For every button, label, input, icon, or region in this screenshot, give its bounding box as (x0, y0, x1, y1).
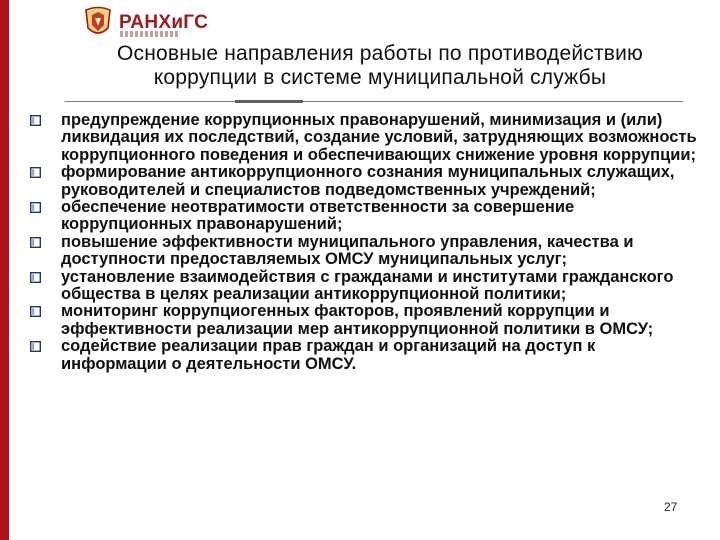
hollow-square-bullet-icon (30, 237, 41, 248)
directions-list (30, 112, 700, 373)
list-item (30, 269, 700, 304)
hollow-square-bullet-icon (30, 272, 41, 283)
title-divider-accent (235, 100, 303, 103)
logo-subtitle-strip (120, 31, 180, 37)
list-item (30, 303, 700, 338)
hollow-square-bullet-icon (30, 202, 41, 213)
list-item-text: содействие реализации прав граждан и организаций на доступ к информации о деятельности ОМСУ. (61, 337, 596, 373)
page-title (60, 42, 700, 90)
list-item-text: формирование антикоррупционного сознания муниципальных служащих, руководителей и специалистов подведомственных учреждений; (61, 163, 675, 199)
left-accent-bar (0, 0, 9, 540)
list-item (30, 112, 700, 164)
hollow-square-bullet-icon (30, 115, 41, 126)
page-number: 27 (664, 500, 678, 514)
hollow-square-bullet-icon (30, 167, 41, 178)
hollow-square-bullet-icon (30, 306, 41, 317)
list-item-text: обеспечение неотвратимости ответственности за совершение коррупционных правонарушений; (61, 198, 575, 234)
emblem-icon (83, 6, 113, 40)
title-line-1: Основные направления работы по противодействию (116, 42, 644, 65)
title-divider (65, 101, 683, 102)
list-item (30, 338, 700, 373)
logo-text: РАНХиГС (119, 12, 209, 33)
list-item (30, 199, 700, 234)
list-item-text: предупреждение коррупционных правонарушений, минимизация и (или) ликвидация их последствий, создание условий, затрудняющих возможность коррупционного поведения и обеспечивающих снижение уровня коррупции; (61, 111, 697, 164)
list-item (30, 164, 700, 199)
hollow-square-bullet-icon (30, 341, 41, 352)
title-line-2: коррупции в системе муниципальной службы (153, 66, 607, 89)
list-item-text: мониторинг коррупциогенных факторов, проявлений коррупции и эффективности реализации мер антикоррупционной политики в ОМСУ; (61, 302, 654, 338)
list-item-text: повышение эффективности муниципального управления, качества и доступности предоставляемых ОМСУ муниципальных услуг; (61, 232, 634, 269)
list-item (30, 234, 700, 269)
list-item-text: установление взаимодействия с гражданами и институтами гражданского общества в целях реализации антикоррупционной политики; (61, 267, 674, 304)
